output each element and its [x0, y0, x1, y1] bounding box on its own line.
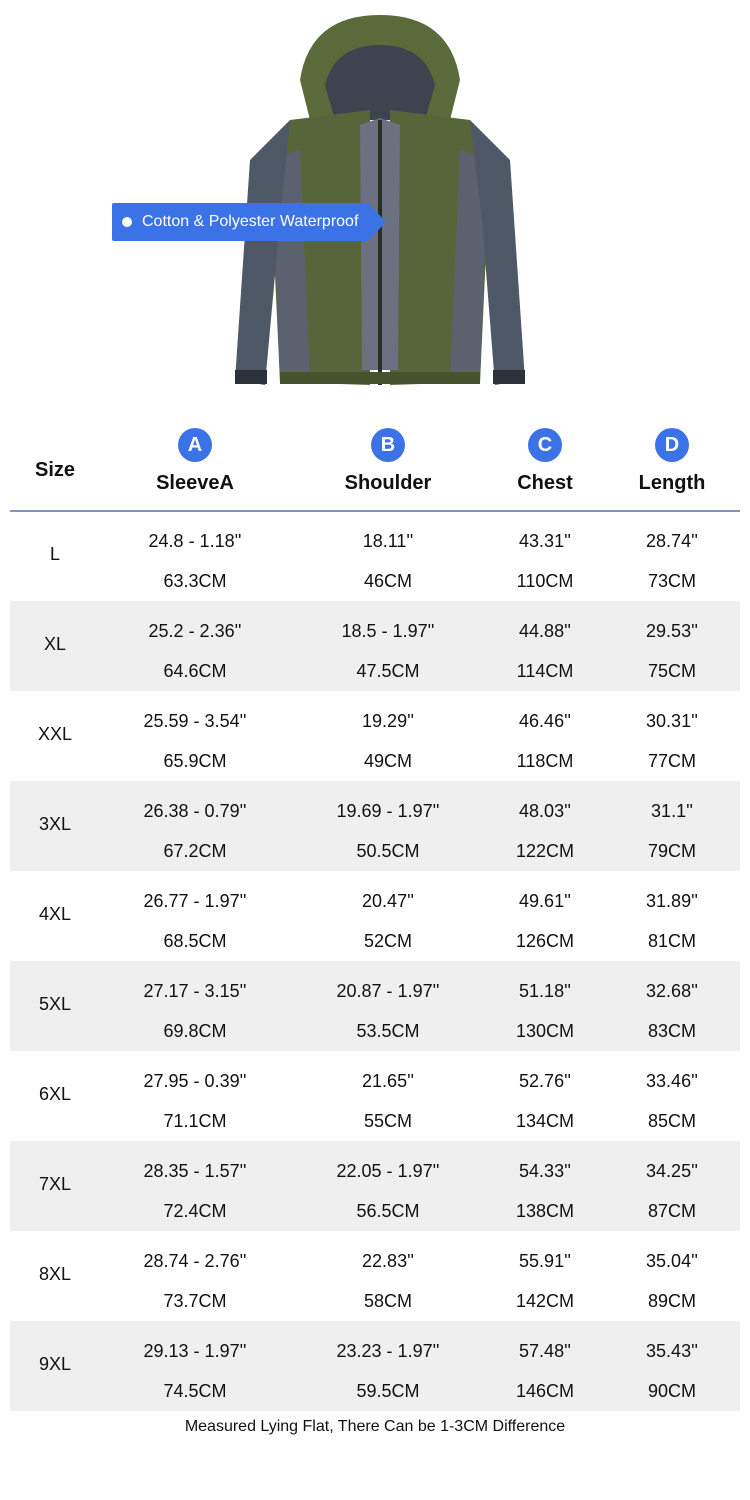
header-shoulder: [310, 420, 466, 510]
table-row: [10, 961, 740, 1051]
shoulder-inches: 22.05 - 1.97'': [336, 1161, 440, 1181]
shoulder-cm: 52CM: [363, 931, 412, 951]
row-size: 8XL: [38, 1264, 72, 1284]
length-inches: 35.43'': [646, 1341, 698, 1361]
chest-inches: 48.03'': [519, 801, 571, 821]
sleeve-inches: 24.8 - 1.18'': [148, 531, 242, 551]
chest-cm: 146CM: [515, 1381, 575, 1401]
shoulder-inches: 21.65'': [362, 1071, 414, 1091]
row-size: 9XL: [38, 1354, 72, 1374]
chest-inches: 52.76'': [519, 1071, 571, 1091]
sleeve-inches: 27.17 - 3.15'': [143, 981, 247, 1001]
shoulder-cm: 58CM: [363, 1291, 412, 1311]
sleeve-cm: 74.5CM: [163, 1381, 227, 1401]
length-cm: 89CM: [647, 1291, 696, 1311]
measurement-note: Measured Lying Flat, There Can be 1-3CM Difference: [184, 1418, 566, 1435]
chest-cm: 130CM: [515, 1021, 575, 1041]
size-table-body: [10, 511, 740, 1411]
shoulder-cm: 59.5CM: [356, 1381, 420, 1401]
length-cm: 73CM: [647, 571, 696, 591]
length-inches: 28.74'': [646, 531, 698, 551]
shoulder-cm: 56.5CM: [356, 1201, 420, 1221]
shoulder-inches: 18.11'': [362, 531, 414, 551]
size-table-header: [10, 420, 740, 512]
length-inches: 31.89'': [646, 891, 698, 911]
shoulder-cm: 49CM: [363, 751, 412, 771]
sleeve-inches: 26.38 - 0.79'': [143, 801, 247, 821]
chest-inches: 44.88'': [519, 621, 571, 641]
chest-inches: 54.33'': [519, 1161, 571, 1181]
chest-cm: 138CM: [515, 1201, 575, 1221]
sleeve-inches: 29.13 - 1.97'': [143, 1341, 247, 1361]
shoulder-cm: 55CM: [363, 1111, 412, 1131]
sleeve-cm: 63.3CM: [163, 571, 227, 591]
sleeve-cm: 72.4CM: [163, 1201, 227, 1221]
badge-b-icon: B: [371, 428, 405, 462]
length-inches: 29.53'': [646, 621, 698, 641]
length-cm: 83CM: [647, 1021, 696, 1041]
length-cm: 90CM: [647, 1381, 696, 1401]
chest-cm: 118CM: [516, 751, 574, 771]
header-shoulder-label: Shoulder: [344, 472, 432, 494]
chest-cm: 126CM: [515, 931, 575, 951]
shoulder-inches: 20.47'': [362, 891, 414, 911]
sleeve-inches: 25.59 - 3.54'': [143, 711, 247, 731]
sleeve-cm: 67.2CM: [163, 841, 227, 861]
shoulder-inches: 23.23 - 1.97'': [336, 1341, 440, 1361]
feature-callout: [112, 203, 386, 241]
table-row: [10, 691, 740, 781]
table-row: [10, 511, 740, 601]
jacket-image: [220, 10, 540, 390]
row-size: XL: [43, 634, 67, 654]
chest-inches: 55.91'': [519, 1251, 571, 1271]
chest-cm: 114CM: [516, 661, 574, 681]
row-size: 6XL: [38, 1084, 72, 1104]
length-inches: 32.68'': [646, 981, 698, 1001]
shoulder-inches: 18.5 - 1.97'': [341, 621, 435, 641]
shoulder-inches: 22.83'': [362, 1251, 414, 1271]
table-row: [10, 1051, 740, 1141]
shoulder-inches: 20.87 - 1.97'': [336, 981, 440, 1001]
header-size: Size: [34, 459, 76, 481]
badge-d-icon: D: [655, 428, 689, 462]
row-size: 3XL: [38, 814, 72, 834]
sleeve-cm: 73.7CM: [163, 1291, 227, 1311]
length-cm: 79CM: [647, 841, 696, 861]
length-cm: 77CM: [647, 751, 696, 771]
chest-inches: 51.18'': [519, 981, 571, 1001]
length-cm: 85CM: [647, 1111, 696, 1131]
length-inches: 33.46'': [646, 1071, 698, 1091]
length-inches: 35.04'': [646, 1251, 698, 1271]
table-row: [10, 1321, 740, 1411]
header-chest-label: Chest: [517, 472, 573, 494]
length-cm: 75CM: [647, 661, 696, 681]
chest-inches: 57.48'': [519, 1341, 571, 1361]
badge-c-icon: C: [528, 428, 562, 462]
chest-inches: 46.46'': [519, 711, 571, 731]
sleeve-cm: 68.5CM: [163, 931, 227, 951]
table-row: [10, 601, 740, 691]
callout-text: Cotton & Polyester Waterproof: [142, 213, 359, 230]
header-chest: [485, 420, 605, 510]
length-inches: 30.31'': [646, 711, 698, 731]
sleeve-inches: 27.95 - 0.39'': [143, 1071, 247, 1091]
shoulder-inches: 19.29'': [362, 711, 414, 731]
header-length: [610, 420, 734, 510]
table-row: [10, 1141, 740, 1231]
table-row: [10, 1231, 740, 1321]
header-sleeve: [120, 420, 270, 510]
row-size: 5XL: [38, 994, 72, 1014]
chest-inches: 43.31'': [519, 531, 571, 551]
chest-cm: 134CM: [515, 1111, 575, 1131]
sleeve-inches: 25.2 - 2.36'': [148, 621, 242, 641]
row-size: 4XL: [38, 904, 72, 924]
row-size: 7XL: [38, 1174, 72, 1194]
shoulder-cm: 50.5CM: [356, 841, 420, 861]
length-cm: 81CM: [647, 931, 696, 951]
sleeve-inches: 28.74 - 2.76'': [143, 1251, 247, 1271]
sleeve-inches: 26.77 - 1.97'': [143, 891, 247, 911]
shoulder-cm: 53.5CM: [356, 1021, 420, 1041]
row-size: L: [49, 544, 60, 564]
sleeve-cm: 69.8CM: [163, 1021, 227, 1041]
sleeve-cm: 64.6CM: [163, 661, 227, 681]
length-inches: 31.1'': [651, 801, 693, 821]
shoulder-cm: 47.5CM: [356, 661, 420, 681]
sleeve-cm: 65.9CM: [163, 751, 227, 771]
callout-arrow-icon: [368, 203, 386, 241]
row-size: XXL: [37, 724, 73, 744]
badge-a-icon: A: [178, 428, 212, 462]
length-cm: 87CM: [647, 1201, 696, 1221]
chest-inches: 49.61'': [519, 891, 571, 911]
shoulder-inches: 19.69 - 1.97'': [336, 801, 440, 821]
bullet-dot-icon: [122, 217, 132, 227]
length-inches: 34.25'': [646, 1161, 698, 1181]
sleeve-cm: 71.1CM: [163, 1111, 227, 1131]
table-row: [10, 781, 740, 871]
header-sleeve-label: SleeveA: [156, 472, 234, 494]
table-row: [10, 871, 740, 961]
chest-cm: 122CM: [515, 841, 575, 861]
sleeve-inches: 28.35 - 1.57'': [143, 1161, 247, 1181]
chest-cm: 110CM: [516, 571, 574, 591]
product-hero: [0, 0, 750, 400]
shoulder-cm: 46CM: [363, 571, 412, 591]
header-length-label: Length: [638, 472, 706, 494]
chest-cm: 142CM: [515, 1291, 575, 1311]
